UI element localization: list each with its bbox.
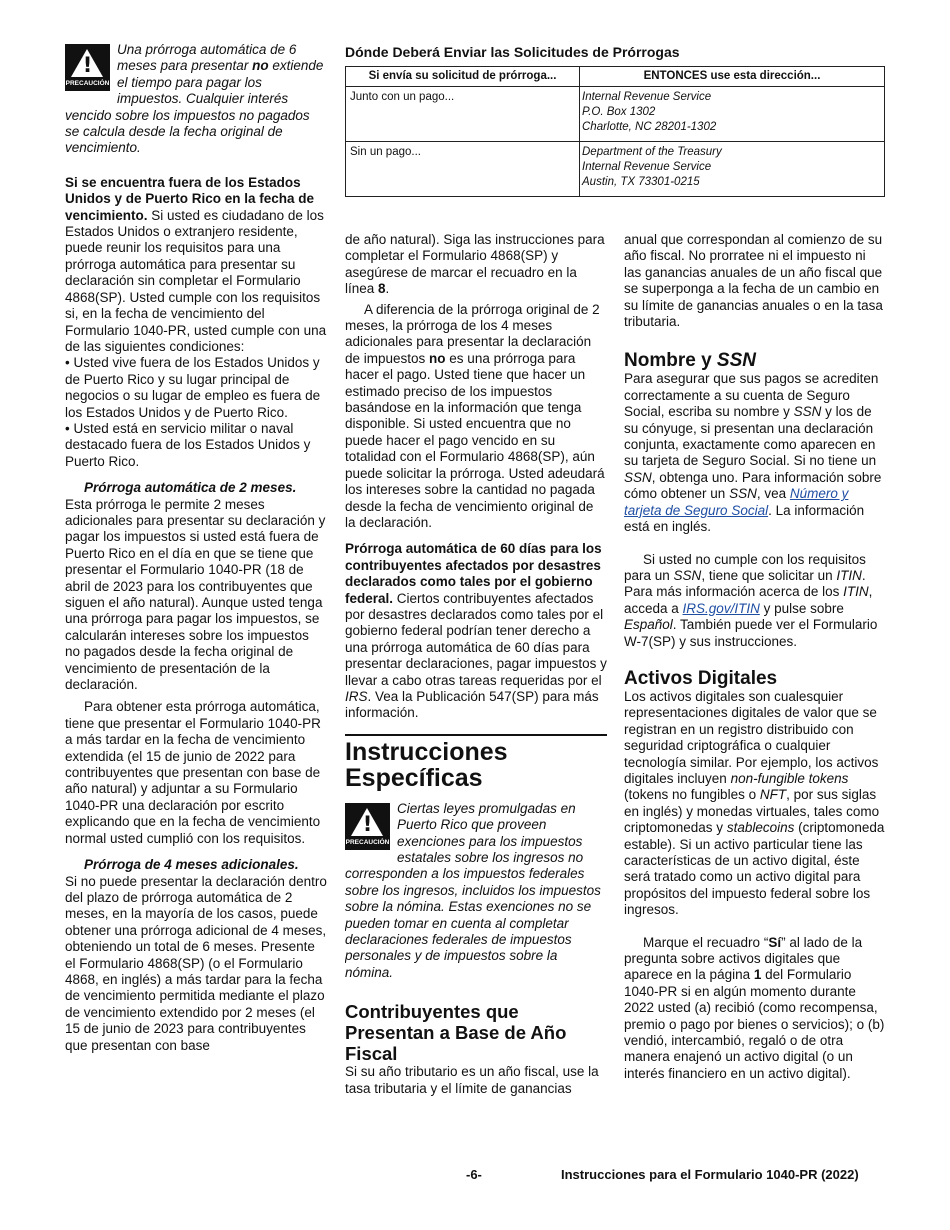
address-cell: Department of the Treasury Internal Revenue Service Austin, TX 73301-0215 <box>580 142 885 197</box>
page-number: -6- <box>466 1167 482 1182</box>
table-header: ENTONCES use esta dirección... <box>580 67 885 87</box>
ssn-card-link[interactable]: Número y tarjeta de Seguro Social <box>624 486 849 518</box>
extension-address-table-section <box>345 42 885 197</box>
ext60-paragraph: Prórroga automática de 60 días para los contribuyentes afectados por desastres declarados como tales por el gobierno federal. Ciertos contribuyentes afectados por desastres declarados como tales por el gobierno federal podrían tener derecho a una prórroga automática de 60 días para presentar declaraciones, pagar impuestos y llevar a cabo otras tareas requeridas por el IRS. Vea la Publicación 547(SP) para más información. <box>345 541 607 721</box>
condition-cell: Sin un pago... <box>346 142 580 197</box>
caution-note <box>65 42 327 157</box>
caution-label: PRECAUCIÓN <box>65 80 110 87</box>
fiscal-year-paragraph: Si su año tributario es un año fiscal, use la tasa tributaria y el límite de ganancias <box>345 1064 599 1096</box>
bullet-item: • Usted está en servicio militar o naval destacado fuera de los Estados Unidos y Puerto Rico. <box>65 420 311 469</box>
outside-us-paragraph: Si se encuentra fuera de los Estados Unidos y de Puerto Rico en la fecha de vencimiento. Si usted es ciudadano de los Estados Unidos o extranjero residente, puede reunir los requisitos para una prórroga automática para presentar su declaración sin completar el Formulario 4868(SP). Usted cumple con los requisitos si, en la fecha de vencimiento del Formulario 1040-PR, usted cumple con una de las siguientes condiciones: <box>65 174 327 354</box>
footer-form-title: Instrucciones para el Formulario 1040-PR (2022) <box>561 1167 859 1182</box>
difference-paragraph: A diferencia de la prórroga original de 2 meses, la prórroga de los 4 meses adicionales para presentar la declaración de impuestos no es una prórroga para hacer el pago. Usted tiene que hacer un estimado preciso de los impuestos basándose en la información que tenga disponible. Si usted encuentra que no puede hacer el pago vencido en su totalidad con el Formulario 4868(SP), aún puede solicitar la prórroga. Usted adeudará los intereses sobre la cantidad no pagada desde la fecha de vencimiento original de la declaración. <box>345 301 605 530</box>
fiscal-year-heading: Contribuyentes que Presentan a Base de Año Fiscal <box>345 1001 567 1065</box>
right-column <box>624 232 886 1082</box>
caution-text: Una prórroga automática de 6 meses para presentar no extiende el tiempo para pagar los impuestos. Cualquier interés vencido sobre los impuestos no pagados se calcula desde la fecha original de vencimiento. <box>65 42 324 156</box>
caution-label: PRECAUCIÓN <box>345 838 390 846</box>
outside-us-heading: Si se encuentra fuera de los Estados Unidos y de Puerto Rico en la fecha de vencimiento. <box>65 174 315 223</box>
ext2-paragraph: Prórroga automática de 2 meses. Esta prórroga le permite 2 meses adicionales para presentar su declaración y pagar los impuestos si usted está fuera de Puerto Rico en el día en que se tiene que presentar el Formulario 1040-PR (18 de abril de 2023 para los contribuyentes que siguen el año natural). Aunque usted tenga una prórroga para pagar los impuestos, se calcularán intereses sobre los impuestos no pagados desde la fecha original de vencimiento de presentación de la declaración. <box>65 480 326 693</box>
itin-link[interactable]: IRS.gov/ITIN <box>682 600 760 616</box>
ext2-heading: Prórroga automática de 2 meses. <box>84 480 297 496</box>
left-column <box>65 42 327 1054</box>
caution-icon: ! PRECAUCIÓN <box>345 803 390 850</box>
digital-assets-paragraph: Los activos digitales son cualesquier representaciones digitales de valor que se registran en un registro distribuido con seguridad criptográfica o cualquier tecnología similar. Por ejemplo, los activos digitales incluyen non-fungible tokens (tokens no fungibles o NFT, por sus siglas en inglés) y monedas virtuales, tales como criptomonedas y stablecoins (criptomoneda estable). Si un activo particular tiene las características de un activo digital, éste será tratado como un activo digital para propósitos del impuesto federal sobre los ingresos. <box>624 688 885 918</box>
caution-text: Ciertas leyes promulgadas en Puerto Rico que proveen exenciones para los impuestos estatales sobre los ingresos no corresponden a los impuestos federales sobre los ingresos, incluidos los impuestos sobre la nómina. Estas exenciones no se pueden tomar en cuenta al completar declaraciones federales de impuestos personales y de impuestos sobre la nómina. <box>345 800 601 980</box>
section-title: Instrucciones Específicas <box>345 734 607 791</box>
digital-assets-heading: Activos Digitales <box>624 667 778 689</box>
table-row <box>346 87 885 142</box>
address-table <box>345 66 885 197</box>
ext60-heading: Prórroga automática de 60 días para los contribuyentes afectados por desastres declarados como tales por el gobierno federal. <box>345 541 602 606</box>
fiscal-year-continuation: anual que correspondan al comienzo de su año fiscal. No prorratee ni el impuesto ni las ganancias anuales de un año fiscal que se superponga a la fecha de un cambio en su límite de ganancias anuales o en la tasa tributaria. <box>624 232 883 330</box>
itin-paragraph: Si usted no cumple con los requisitos para un SSN, tiene que solicitar un ITIN. Para más información acerca de los ITIN, acceda a IRS.gov/ITIN y pulse sobre Español. También puede ver el Formulario W-7(SP) y sus instrucciones. <box>624 551 878 649</box>
condition-cell: Junto con un pago... <box>346 87 580 142</box>
table-title: Dónde Deberá Enviar las Solicitudes de Prórrogas <box>345 44 680 60</box>
bullet-item: • Usted vive fuera de los Estados Unidos y de Puerto Rico y su lugar principal de negocios o su lugar de empleo es fuera de los Estados Unidos y de Puerto Rico. <box>65 355 321 420</box>
middle-column <box>345 232 607 1097</box>
address-cell: Internal Revenue Service P.O. Box 1302 Charlotte, NC 28201-1302 <box>580 87 885 142</box>
continuation-paragraph: de año natural). Siga las instrucciones para completar el Formulario 4868(SP) y asegúrese de marcar el recuadro en la línea 8. <box>345 232 605 297</box>
ext4-paragraph: Prórroga de 4 meses adicionales. Si no puede presentar la declaración dentro del plazo de prórroga automática de 2 meses, en la mayoría de los casos, puede obtener una prórroga adicional de 4 meses, obteniendo un total de 6 meses. Presente el Formulario 4868(SP) (o el Formulario 4868, en inglés) a más tardar para la fecha de vencimiento permitida mediante el plazo de vencimiento extendido por 2 meses (el 15 de junio de 2023 para contribuyentes que presentan con base <box>65 857 327 1053</box>
ext2-paragraph-2: Para obtener esta prórroga automática, tiene que presentar el Formulario 1040-PR a más tardar en la fecha de vencimiento extendida (el 15 de junio de 2022 para contribuyentes que presentan con base de año natural) y adjuntar a su Formulario 1040-PR una declaración por escrito explicando que en la fecha de vencimiento normal usted cumplió con los requisitos. <box>65 699 321 846</box>
table-header: Si envía su solicitud de prórroga... <box>346 67 580 87</box>
name-ssn-paragraph: Para asegurar que sus pagos se acrediten correctamente a su cuenta de Seguro Social, escriba su nombre y SSN y los de su cónyuge, si presentan una declaración conjunta, exactamente como aparecen en su tarjeta de Seguro Social. Si no tiene un SSN, obtenga uno. Para información sobre cómo obtener un SSN, vea Número y tarjeta de Seguro Social. La información está en inglés. <box>624 371 882 535</box>
ext4-heading: Prórroga de 4 meses adicionales. <box>84 857 299 873</box>
caution-note <box>345 801 607 981</box>
table-row <box>346 142 885 197</box>
caution-icon: ! PRECAUCIÓN <box>65 44 110 91</box>
name-ssn-heading: Nombre y SSN <box>624 350 756 372</box>
digital-assets-checkbox-paragraph: Marque el recuadro “Sí” al lado de la pregunta sobre activos digitales que aparece en la página 1 del Formulario 1040-PR si en algún momento durante 2022 usted (a) recibió (como recompensa, premio o pago por bienes o servicios); o (b) vendió, intercambió, regaló o de otra manera enajenó un activo digital (o un interés financiero en un activo digital). <box>624 934 885 1081</box>
